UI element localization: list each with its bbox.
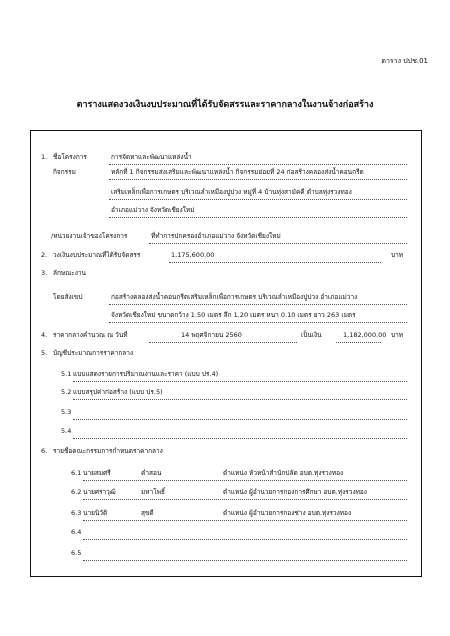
boq-item-number: 5.2	[61, 388, 72, 396]
budget-label: วงเงินงบประมาณที่ได้รับจัดสรร	[53, 251, 141, 259]
section-1-number: 1.	[41, 153, 48, 161]
dotted-line	[73, 399, 407, 400]
dotted-line	[73, 438, 407, 439]
project-name-value: การจัดหาและพัฒนาแหล่งน้ำ	[111, 153, 192, 161]
dotted-line	[109, 199, 407, 200]
activity-line-3: อำเภอแม่วาง จังหวัดเชียงใหม่	[111, 206, 195, 214]
work-summary-label: โดยสังเขป	[53, 293, 83, 301]
bill-of-quantities-label: บัญชีประมาณการราคากลาง	[53, 349, 134, 357]
dotted-line	[149, 342, 297, 343]
dotted-line	[109, 322, 407, 323]
committee-member-name: นายสมศรี	[83, 469, 111, 477]
section-3-number: 3.	[41, 269, 48, 277]
dotted-line	[83, 499, 407, 500]
dotted-line	[336, 342, 381, 343]
committee-member-position: ตำแหน่ง ผู้อำนวยการกองการศึกษา อบต.ทุ่งรวงทอง	[223, 488, 367, 496]
committee-member-position: ตำแหน่ง หัวหน้าสำนักปลัด อบต.ทุ่งรวงทอง	[223, 469, 344, 477]
work-summary-line-1: ก่อสร้างคลองส่งน้ำคอนกรีตเสริมเหล็กเพื่อการเกษตร บริเวณลำเหมืองปูปวง อำเภอแม่วาง	[111, 293, 358, 301]
committee-label: รายชื่อคณะกรรมการกำหนดราคากลาง	[53, 447, 163, 455]
boq-item-text: แบบสรุปค่าก่อสร้าง (แบบ ปร.5)	[73, 388, 163, 396]
committee-member-position: ตำแหน่ง ผู้อำนวยการกองช่าง อบต.ทุ่งรวงทอง	[223, 509, 352, 517]
form-frame	[30, 130, 422, 577]
dotted-line	[109, 217, 407, 218]
committee-member-name: นายศราวุฒิ	[83, 488, 116, 496]
project-owner-label: /หน่วยงานเจ้าของโครงการ	[51, 232, 128, 240]
dotted-line	[109, 304, 407, 305]
median-price-date: 14 พฤศจิกายน 2560	[181, 331, 242, 339]
work-nature-label: ลักษณะงาน	[53, 269, 86, 277]
dotted-line	[83, 560, 407, 561]
committee-member-number: 6.4	[71, 528, 82, 536]
section-2-number: 2.	[41, 251, 48, 259]
median-price-label: ราคากลางคำนวณ ณ วันที่	[53, 331, 128, 339]
document-title: ตารางแสดงวงเงินงบประมาณที่ได้รับจัดสรรและราคากลางในงานจ้างก่อสร้าง	[76, 100, 374, 110]
form-code: ตาราง ปปช.01	[381, 57, 428, 65]
committee-member-surname: คำสอน	[141, 469, 162, 477]
committee-member-surname: สุขดี	[141, 509, 154, 517]
project-name-label: ชื่อโครงการ	[53, 153, 87, 161]
budget-unit: บาท	[390, 251, 403, 259]
median-price-amount: 1,182,000.00	[343, 331, 387, 339]
activity-label: กิจกรรม	[53, 168, 76, 176]
committee-member-number: 6.1	[71, 469, 82, 477]
dotted-line	[109, 164, 407, 165]
boq-item-number: 5.1	[61, 370, 72, 378]
dotted-line	[169, 262, 381, 263]
boq-item-text: แบบแสดงรายการปริมาณงานและราคา (แบบ ปร.4)	[73, 370, 219, 378]
dotted-line	[83, 539, 407, 540]
project-owner-value: ที่ทำการปกครองอำเภอแม่วาง จังหวัดเชียงใหม่	[151, 232, 281, 240]
dotted-line	[73, 419, 407, 420]
committee-member-surname: มหาโพธิ์	[141, 488, 165, 496]
activity-line-2: เสริมเหล็กเพื่อการเกษตร บริเวณลำเหมืองปูปวง หมู่ที่ 4 บ้านทุ่งสามัคคี ตำบลทุ่งรวงทอง	[111, 188, 352, 196]
activity-line-1: หลักที่ 1 กิจกรรมส่งเสริมและพัฒนาแหล่งน้ำ กิจกรรมย่อยที่ 24 ก่อสร้างคลองส่งน้ำคอนกรีต	[111, 168, 364, 176]
section-6-number: 6.	[41, 447, 48, 455]
section-5-number: 5.	[41, 349, 48, 357]
committee-member-number: 6.2	[71, 488, 82, 496]
median-price-unit: บาท	[390, 331, 403, 339]
committee-member-number: 6.5	[71, 549, 82, 557]
dotted-line	[149, 243, 407, 244]
boq-item-number: 5.4	[61, 427, 72, 435]
dotted-line	[83, 520, 407, 521]
dotted-line	[73, 381, 407, 382]
budget-value: 1,175,600.00	[171, 251, 215, 259]
median-price-amount-label: เป็นเงิน	[301, 331, 322, 339]
committee-member-name: นายนิวัติ	[83, 509, 108, 517]
committee-member-number: 6.3	[71, 509, 82, 517]
dotted-line	[83, 480, 407, 481]
boq-item-number: 5.3	[61, 408, 72, 416]
work-summary-line-2: จังหวัดเชียงใหม่ ขนาดกว้าง 1.50 เมตร ลึก 1.20 เมตร หนา 0.10 เมตร ยาว 263 เมตร	[111, 311, 356, 319]
section-4-number: 4.	[41, 331, 48, 339]
dotted-line	[109, 179, 407, 180]
